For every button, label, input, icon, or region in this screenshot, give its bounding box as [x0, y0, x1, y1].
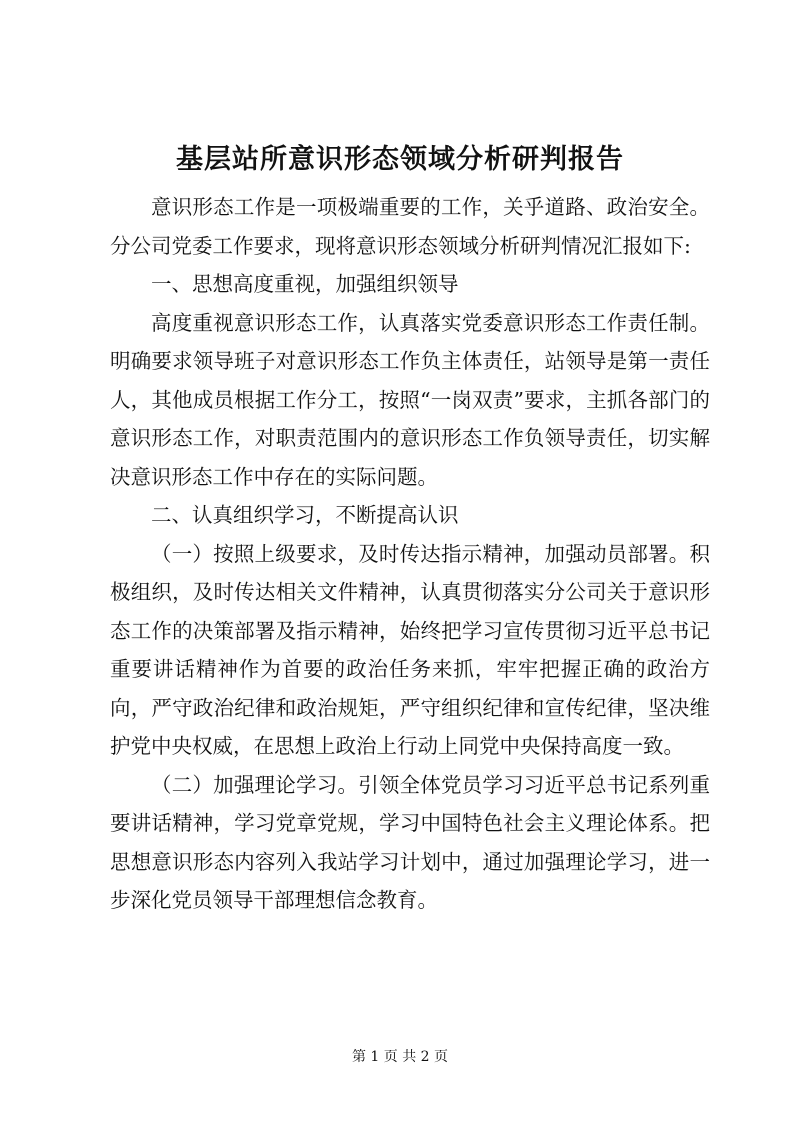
- page-footer: 第 1 页 共 2 页: [351, 1049, 449, 1065]
- section-heading-2: 二、认真组织学习，不断提高认识: [151, 503, 459, 527]
- paragraph-subsection-1: （一）按照上级要求，及时传达指示精神，加强动员部署。积极组织，及时传达相关文件精神，认真贯彻落实分公司关于意识形态工作的决策部署及指示精神，始终把学习宣传贯彻习近平总书记重要讲话精神作为首要的政治任务来抓，牢牢把握正确的政治方向，严守政治纪律和政治规矩，严守组织纪律和宣传纪律，坚决维护党中央权威，在思想上政治上行动上同党中央保持高度一致。: [110, 541, 710, 758]
- document-body: [110, 188, 710, 920]
- section-heading-1: 一、思想高度重视，加强组织领导: [151, 272, 459, 296]
- paragraph-section-1: 高度重视意识形态工作，认真落实党委意识形态工作责任制。明确要求领导班子对意识形态工作负主体责任，站领导是第一责任人，其他成员根据工作分工，按照“一岗双责”要求，主抓各部门的意识形态工作，对职责范围内的意识形态工作负领导责任，切实解决意识形态工作中存在的实际问题。: [110, 310, 710, 489]
- paragraph-intro: 意识形态工作是一项极端重要的工作，关乎道路、政治安全。分公司党委工作要求，现将意识形态领域分析研判情况汇报如下:: [110, 195, 710, 258]
- document-title: 基层站所意识形态领域分析研判报告: [176, 144, 624, 175]
- paragraph-subsection-2: （二）加强理论学习。引领全体党员学习习近平总书记系列重要讲话精神，学习党章党规，学习中国特色社会主义理论体系。把思想意识形态内容列入我站学习计划中，通过加强理论学习，进一步深化党员领导干部理想信念教育。: [110, 772, 710, 912]
